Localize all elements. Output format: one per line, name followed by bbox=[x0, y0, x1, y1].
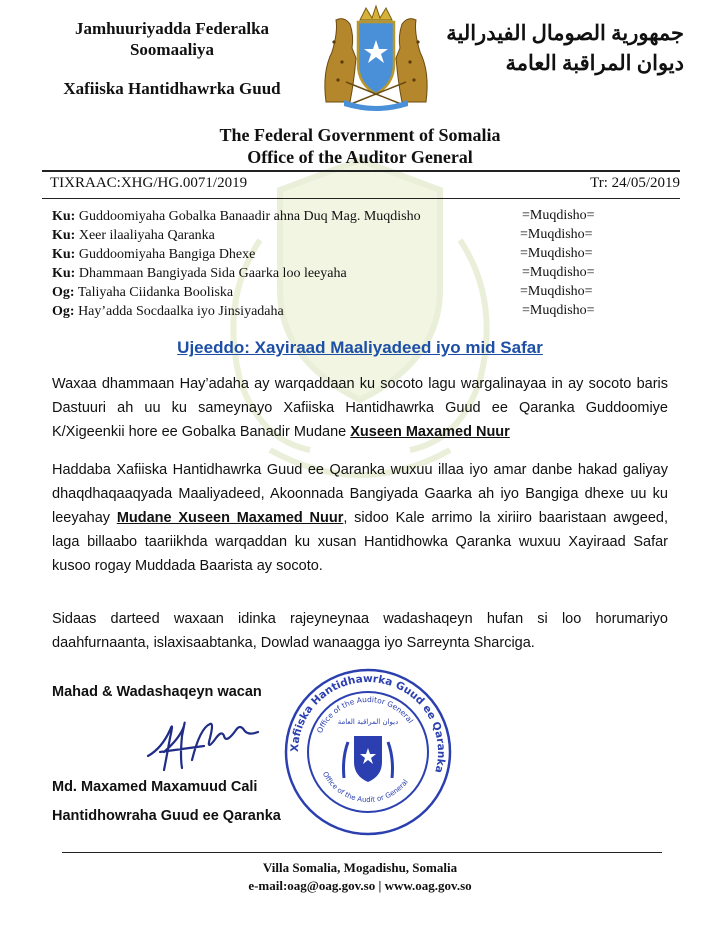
addressee-row bbox=[52, 303, 284, 321]
header-left-line2: Soomaaliya bbox=[129, 40, 215, 59]
signature-icon bbox=[140, 708, 280, 778]
body-paragraph-2-text: Haddaba Xafiiska Hantidhawrka Guud ee Qaranka wuxuu illaa iyo amar danbe hakad galiyay dhaqdhaqaaqyada Maaliyadeed, Akoonnada Bangiyada Gaarka ah iyo Bangiga dhexe uu ku leeyahay bbox=[52, 462, 668, 526]
body-paragraph-3: Sidaas darteed waxaan idinka rajeyneynaa wadashaqeyn hufan si loo horumariyo daahfurnaanta, islaxisaabtanka, Dowlad wanaagga iyo Sarreynta Sharciga. bbox=[52, 611, 668, 651]
addressee-prefix: Ku: bbox=[52, 228, 76, 243]
addressee-text: Guddoomiyaha Bangiga Dhexe bbox=[78, 247, 256, 262]
addressee-text: Xeer ilaaliyaha Qaranka bbox=[78, 228, 215, 243]
addressee-destination: =Muqdisho= bbox=[522, 208, 595, 223]
subject-person-name: Xuseen Maxamed Nuur bbox=[350, 424, 510, 440]
header-left-line1: Jamhuuriyadda Federalka bbox=[74, 19, 270, 38]
stamp-emblem-icon bbox=[344, 736, 393, 782]
addressee-prefix: Ku: bbox=[52, 247, 76, 262]
addressee-row bbox=[52, 265, 347, 283]
addressee-text: Taliyaha Ciidanka Booliska bbox=[77, 285, 234, 300]
signatory-title: Hantidhowraha Guud ee Qaranka bbox=[52, 808, 281, 824]
addressee-prefix: Ku: bbox=[52, 266, 76, 281]
addressee-text: Hay’adda Socdaalka iyo Jinsiyadaha bbox=[78, 304, 284, 319]
coat-of-arms-icon bbox=[316, 2, 436, 112]
header-right-block bbox=[446, 18, 684, 78]
addressee-prefix: Ku: bbox=[52, 209, 76, 224]
stamp-inner-bottom-text: Office of the Audit or General bbox=[320, 770, 410, 805]
subject-line: Ujeeddo: Xayiraad Maaliyadeed iyo mid Safar bbox=[177, 338, 543, 357]
footer-address: Villa Somalia, Mogadishu, Somalia bbox=[262, 860, 458, 875]
reference-number: TIXRAAC:XHG/HG.0071/2019 bbox=[50, 175, 248, 191]
addressee-row bbox=[52, 208, 421, 226]
official-stamp-icon bbox=[282, 666, 454, 838]
signatory-name: Md. Maxamed Maxamuud Cali bbox=[52, 779, 258, 795]
addressee-text: Guddoomiyaha Gobalka Banaadir ahna Duq Mag. Muqdisho bbox=[78, 209, 421, 224]
body-paragraph-2 bbox=[52, 458, 668, 578]
stamp-outer-text: Xafiiska Hantidhawrka Guud ee Qaranka bbox=[288, 672, 448, 775]
addressee-destination: =Muqdisho= bbox=[520, 227, 593, 242]
header-left-line3: Xafiiska Hantidhawrka Guud bbox=[63, 79, 281, 98]
addressee-prefix: Og: bbox=[52, 285, 75, 300]
addressee-text: Dhammaan Bangiyada Sida Gaarka loo leeyaha bbox=[78, 266, 347, 281]
footer-contact: e-mail:oag@oag.gov.so | www.oag.gov.so bbox=[248, 878, 472, 893]
header-divider-bottom bbox=[42, 198, 680, 199]
document-date: Tr: 24/05/2019 bbox=[590, 175, 680, 191]
closing-greeting: Mahad & Wadashaqeyn wacan bbox=[52, 684, 262, 700]
header-right-line2: ديوان المراقبة العامة bbox=[505, 51, 684, 75]
stamp-arabic-text: ديوان المراقبة العامة bbox=[337, 718, 399, 726]
addressee-prefix: Og: bbox=[52, 304, 75, 319]
stamp-inner-text: Office of the Auditor General bbox=[315, 694, 416, 735]
addressee-destination: =Muqdisho= bbox=[522, 265, 595, 280]
body-paragraph-1 bbox=[52, 372, 668, 444]
header-right-line1: جمهورية الصومال الفيدرالية bbox=[446, 21, 684, 45]
header-left-block bbox=[42, 18, 302, 99]
addressee-destination: =Muqdisho= bbox=[520, 284, 593, 299]
addressee-destination: =Muqdisho= bbox=[522, 303, 595, 318]
subject-person-name: Mudane Xuseen Maxamed Nuur bbox=[116, 510, 344, 526]
header-divider-top bbox=[42, 170, 680, 172]
addressee-row bbox=[52, 246, 255, 264]
document-title-line2: Office of the Auditor General bbox=[247, 147, 473, 167]
addressee-row bbox=[52, 284, 233, 302]
addressee-row bbox=[52, 227, 215, 245]
document-title-line1: The Federal Government of Somalia bbox=[219, 125, 501, 145]
addressee-destination: =Muqdisho= bbox=[520, 246, 593, 261]
footer-divider bbox=[62, 852, 662, 853]
body-paragraph-2-text-end: , sidoo Kale arrimo la xiriiro baaristaan awgeed, laga billaabo taariikhda warqaddan ku xusan Hantidhowka Qaranka wuxuu Xayiraad Safar kusoo rogay Muddada Baarista ay socoto. bbox=[52, 510, 668, 574]
body-paragraph-1-text: Waxaa dhammaan Hay’adaha ay warqaddaan ku socoto lagu wargalinayaa in ay socoto baris Dastuuri ah uu ku sameynayo Xafiiska Hantidhawrka Guud ee Qaranka Guddoomiye K/Xigeenkii hore ee Gobalka Banadir Mudane bbox=[52, 376, 668, 440]
